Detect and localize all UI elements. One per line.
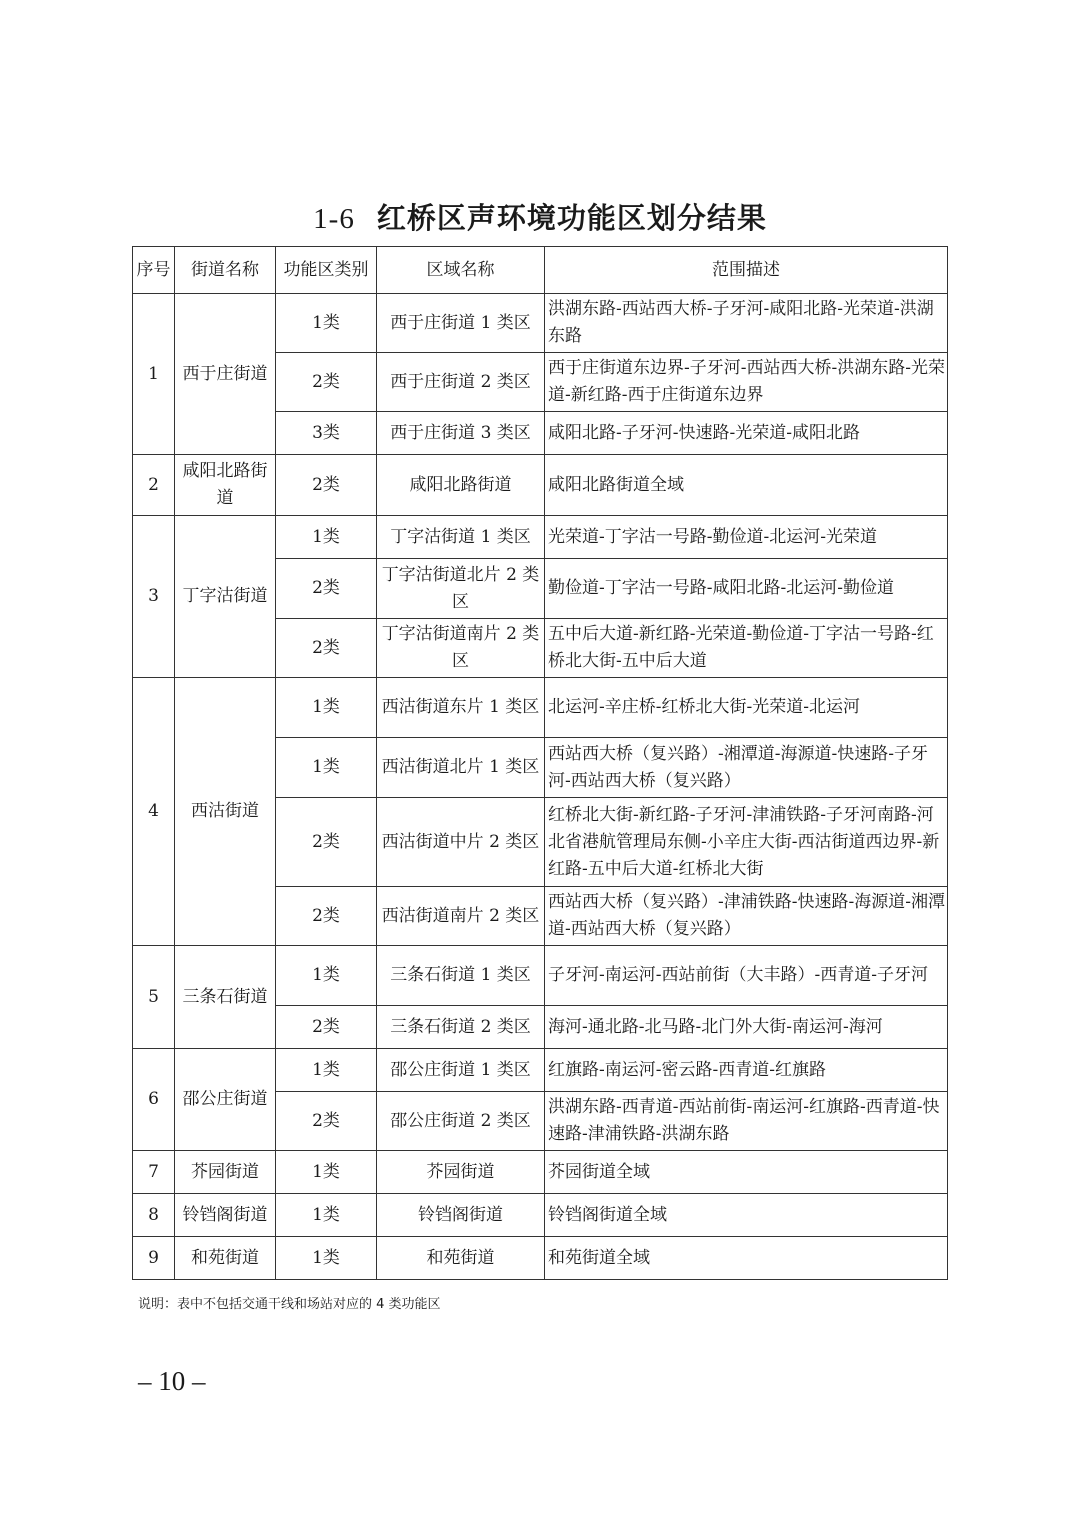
table-row xyxy=(133,678,948,738)
zone-area: 丁字沽街道 1 类区 xyxy=(377,516,545,559)
zone-category: 2类 xyxy=(276,887,377,946)
zone-category: 3类 xyxy=(276,412,377,455)
street-name: 西于庄街道 xyxy=(175,294,276,455)
zone-description: 西站西大桥（复兴路）-津浦铁路-快速路-海源道-湘潭道-西站西大桥（复兴路） xyxy=(545,887,948,946)
zone-description: 芥园街道全域 xyxy=(545,1151,948,1194)
zone-area: 丁字沽街道北片 2 类区 xyxy=(377,559,545,619)
header-no: 序号 xyxy=(133,247,175,294)
street-name: 和苑街道 xyxy=(175,1237,276,1280)
table-note: 说明：表中不包括交通干线和场站对应的 4 类功能区 xyxy=(138,1297,441,1312)
zone-description: 海河-通北路-北马路-北门外大街-南运河-海河 xyxy=(545,1006,948,1049)
page-title xyxy=(0,196,1080,237)
zone-category: 1类 xyxy=(276,1194,377,1237)
zone-area: 三条石街道 2 类区 xyxy=(377,1006,545,1049)
header-street: 街道名称 xyxy=(175,247,276,294)
street-name: 邵公庄街道 xyxy=(175,1049,276,1151)
street-name: 铃铛阁街道 xyxy=(175,1194,276,1237)
zone-area: 西沽街道东片 1 类区 xyxy=(377,678,545,738)
zone-description: 红桥北大街-新红路-子牙河-津浦铁路-子牙河南路-河北省港航管理局东侧-小辛庄大街-西沽街道西边界-新红路-五中后大道-红桥北大街 xyxy=(545,798,948,887)
row-number: 6 xyxy=(133,1049,175,1151)
table-row xyxy=(133,1194,948,1237)
zone-description: 北运河-辛庄桥-红桥北大街-光荣道-北运河 xyxy=(545,678,948,738)
zone-description: 勤俭道-丁字沽一号路-咸阳北路-北运河-勤俭道 xyxy=(545,559,948,619)
street-name: 三条石街道 xyxy=(175,946,276,1049)
zone-area: 咸阳北路街道 xyxy=(377,455,545,516)
zone-area: 西于庄街道 3 类区 xyxy=(377,412,545,455)
zone-category: 2类 xyxy=(276,353,377,412)
street-name: 芥园街道 xyxy=(175,1151,276,1194)
row-number: 5 xyxy=(133,946,175,1049)
zone-area: 铃铛阁街道 xyxy=(377,1194,545,1237)
zone-area: 和苑街道 xyxy=(377,1237,545,1280)
zone-category: 1类 xyxy=(276,294,377,353)
zone-description: 光荣道-丁字沽一号路-勤俭道-北运河-光荣道 xyxy=(545,516,948,559)
zone-description: 铃铛阁街道全域 xyxy=(545,1194,948,1237)
table-header-row xyxy=(133,247,948,294)
zone-description: 洪湖东路-西站西大桥-子牙河-咸阳北路-光荣道-洪湖东路 xyxy=(545,294,948,353)
header-area: 区域名称 xyxy=(377,247,545,294)
street-name: 丁字沽街道 xyxy=(175,516,276,678)
zone-category: 1类 xyxy=(276,1151,377,1194)
zone-area: 芥园街道 xyxy=(377,1151,545,1194)
zone-category: 1类 xyxy=(276,678,377,738)
zone-category: 1类 xyxy=(276,1237,377,1280)
zone-category: 2类 xyxy=(276,455,377,516)
row-number: 2 xyxy=(133,455,175,516)
zone-area: 邵公庄街道 2 类区 xyxy=(377,1092,545,1151)
zone-area: 三条石街道 1 类区 xyxy=(377,946,545,1006)
street-name: 西沽街道 xyxy=(175,678,276,946)
zone-category: 2类 xyxy=(276,1092,377,1151)
row-number: 3 xyxy=(133,516,175,678)
table-row xyxy=(133,1151,948,1194)
table-number: 1-6 xyxy=(313,203,355,235)
header-description: 范围描述 xyxy=(545,247,948,294)
zone-description: 子牙河-南运河-西站前街（大丰路）-西青道-子牙河 xyxy=(545,946,948,1006)
table-row xyxy=(133,294,948,353)
row-number: 1 xyxy=(133,294,175,455)
row-number: 9 xyxy=(133,1237,175,1280)
zone-description: 咸阳北路街道全域 xyxy=(545,455,948,516)
zone-category: 2类 xyxy=(276,559,377,619)
zone-category: 1类 xyxy=(276,946,377,1006)
zone-category: 2类 xyxy=(276,798,377,887)
zone-category: 1类 xyxy=(276,738,377,798)
table-row xyxy=(133,455,948,516)
table-row xyxy=(133,516,948,559)
zone-area: 西沽街道北片 1 类区 xyxy=(377,738,545,798)
zone-category: 1类 xyxy=(276,516,377,559)
zone-area: 邵公庄街道 1 类区 xyxy=(377,1049,545,1092)
zone-category: 2类 xyxy=(276,1006,377,1049)
zone-description: 五中后大道-新红路-光荣道-勤俭道-丁字沽一号路-红桥北大街-五中后大道 xyxy=(545,619,948,678)
zone-area: 西于庄街道 1 类区 xyxy=(377,294,545,353)
zone-description: 红旗路-南运河-密云路-西青道-红旗路 xyxy=(545,1049,948,1092)
zone-area: 丁字沽街道南片 2 类区 xyxy=(377,619,545,678)
row-number: 8 xyxy=(133,1194,175,1237)
table-title: 红桥区声环境功能区划分结果 xyxy=(376,201,767,235)
zone-category: 1类 xyxy=(276,1049,377,1092)
zone-area: 西沽街道南片 2 类区 xyxy=(377,887,545,946)
zone-description: 和苑街道全域 xyxy=(545,1237,948,1280)
zone-category: 2类 xyxy=(276,619,377,678)
zone-description: 洪湖东路-西青道-西站前街-南运河-红旗路-西青道-快速路-津浦铁路-洪湖东路 xyxy=(545,1092,948,1151)
page-number: – 10 – xyxy=(138,1366,206,1396)
zone-area: 西沽街道中片 2 类区 xyxy=(377,798,545,887)
table-row xyxy=(133,1237,948,1280)
zoning-table xyxy=(132,246,948,1280)
zone-area: 西于庄街道 2 类区 xyxy=(377,353,545,412)
row-number: 4 xyxy=(133,678,175,946)
row-number: 7 xyxy=(133,1151,175,1194)
table-row xyxy=(133,946,948,1006)
street-name: 咸阳北路街道 xyxy=(175,455,276,516)
table-row xyxy=(133,1049,948,1092)
zone-description: 咸阳北路-子牙河-快速路-光荣道-咸阳北路 xyxy=(545,412,948,455)
zone-description: 西站西大桥（复兴路）-湘潭道-海源道-快速路-子牙河-西站西大桥（复兴路） xyxy=(545,738,948,798)
zone-description: 西于庄街道东边界-子牙河-西站西大桥-洪湖东路-光荣道-新红路-西于庄街道东边界 xyxy=(545,353,948,412)
header-category: 功能区类别 xyxy=(276,247,377,294)
